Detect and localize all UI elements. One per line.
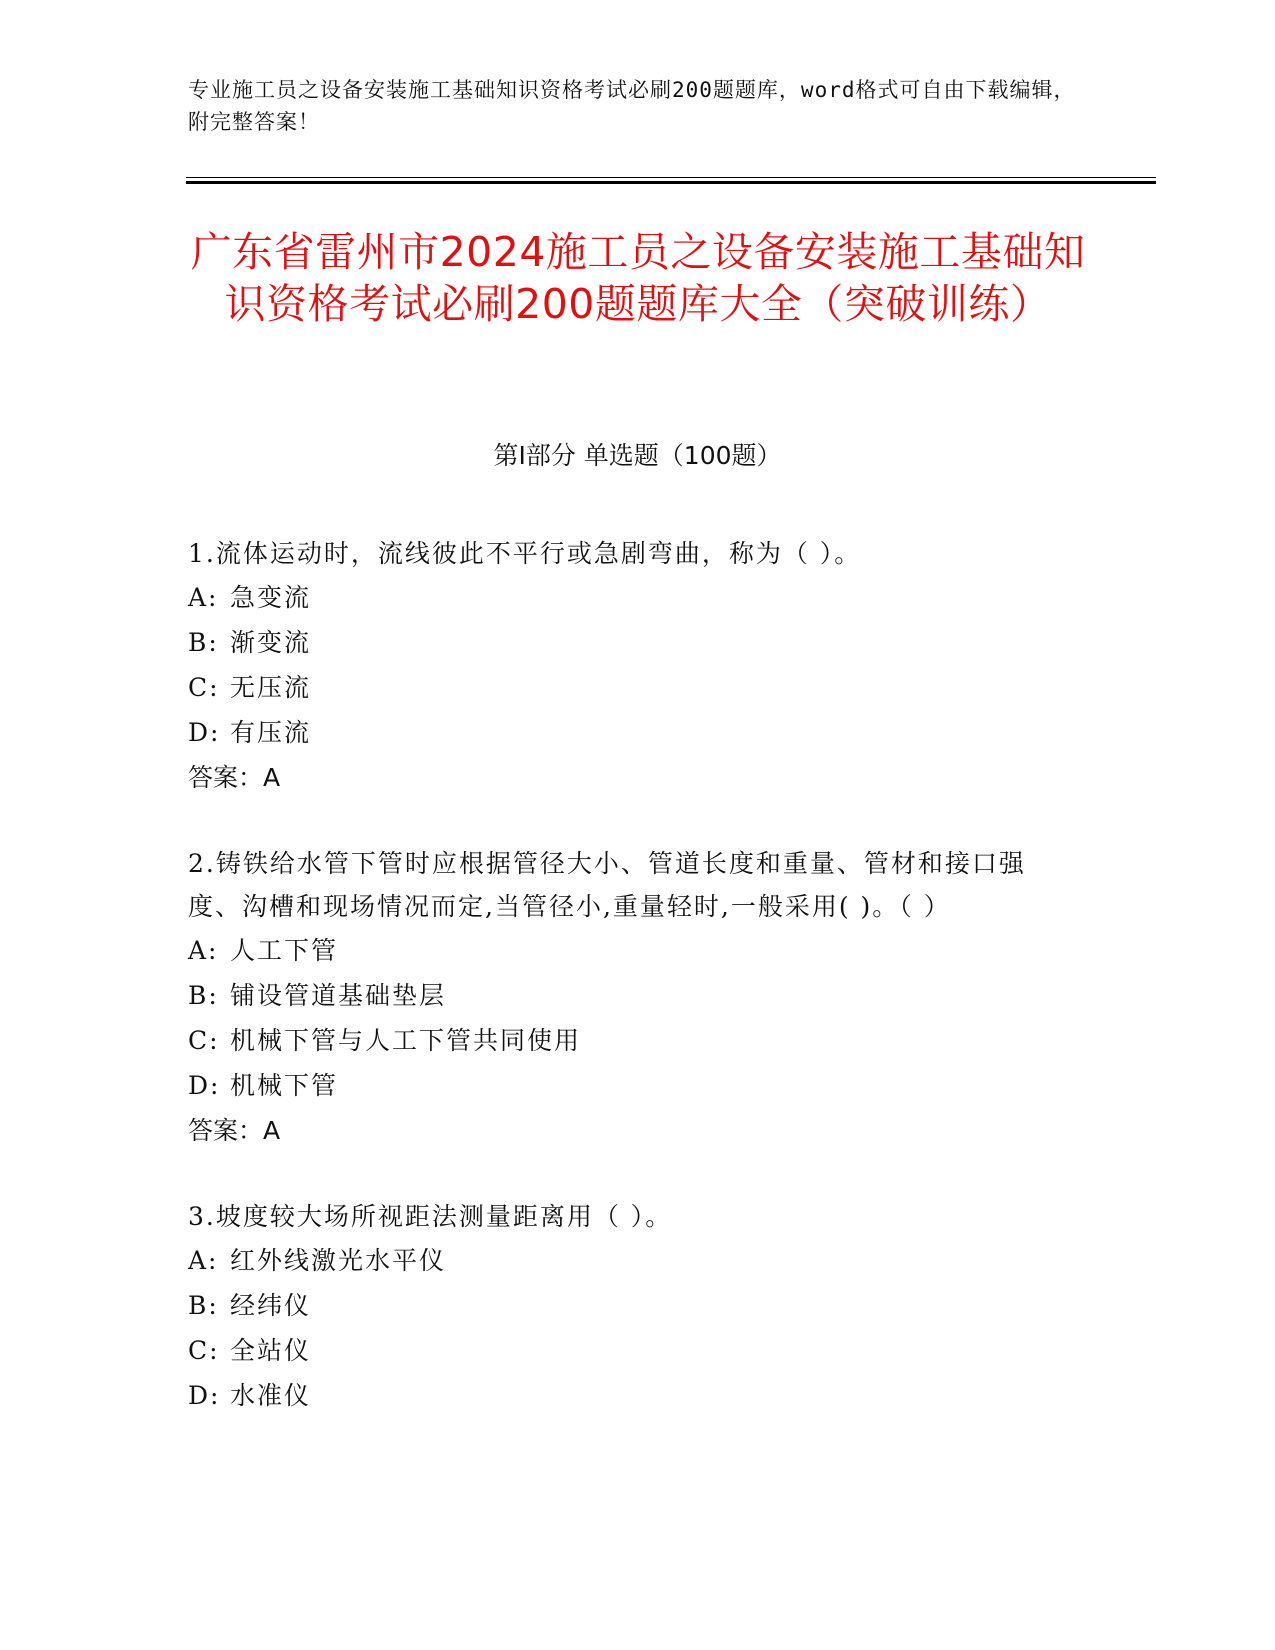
option-d xyxy=(188,1063,1068,1108)
option-text: 机械下管与人工下管共同使用 xyxy=(230,1026,582,1055)
document-title: 广东省雷州市2024施工员之设备安装施工基础知识资格考试必刷200题题库大全（突破训练） xyxy=(190,228,1086,328)
option-letter: D: xyxy=(188,1381,221,1410)
option-a xyxy=(188,928,1068,973)
question-text: 1.流体运动时，流线彼此不平行或急剧弯曲，称为（ ）。 xyxy=(188,539,862,568)
option-c xyxy=(188,665,1068,710)
option-text: 人工下管 xyxy=(230,936,339,965)
option-a xyxy=(188,575,1068,620)
option-text: 急变流 xyxy=(230,583,312,612)
question-text: 2.铸铁给水管下管时应根据管径大小、管道长度和重量、管材和接口强度、沟槽和现场情况而定,当管径小,重量轻时,一般采用( )。（ ） xyxy=(188,849,1026,921)
document-header: 专业施工员之设备安装施工基础知识资格考试必刷200题题库，word格式可自由下载编辑，附完整答案！ xyxy=(188,78,1076,134)
option-text: 全站仪 xyxy=(230,1336,312,1365)
answer-text: 答案：A xyxy=(188,1116,281,1145)
question-3 xyxy=(188,1195,1068,1418)
option-letter: B: xyxy=(188,981,219,1010)
option-letter: C: xyxy=(188,1336,220,1365)
option-letter: A: xyxy=(188,1246,219,1275)
question-2 xyxy=(188,842,1068,1153)
option-text: 经纬仪 xyxy=(230,1291,312,1320)
option-text: 水准仪 xyxy=(230,1381,312,1410)
option-letter: A: xyxy=(188,936,219,965)
option-letter: C: xyxy=(188,1026,220,1055)
option-b xyxy=(188,1283,1068,1328)
option-text: 无压流 xyxy=(230,673,312,702)
option-b xyxy=(188,620,1068,665)
option-text: 机械下管 xyxy=(230,1071,339,1100)
option-letter: B: xyxy=(188,1291,219,1320)
option-letter: C: xyxy=(188,673,220,702)
option-text: 有压流 xyxy=(230,718,312,747)
section-title: 第Ⅰ部分 单选题（100题） xyxy=(493,441,782,470)
header-divider-thick xyxy=(186,181,1156,184)
option-b xyxy=(188,973,1068,1018)
option-text: 铺设管道基础垫层 xyxy=(230,981,447,1010)
option-text: 渐变流 xyxy=(230,628,312,657)
option-a xyxy=(188,1238,1068,1283)
option-letter: A: xyxy=(188,583,219,612)
answer-text: 答案：A xyxy=(188,763,281,792)
header-divider-thin xyxy=(186,177,1156,178)
option-d xyxy=(188,710,1068,755)
question-list xyxy=(188,532,1068,1460)
option-d xyxy=(188,1373,1068,1418)
option-letter: D: xyxy=(188,1071,221,1100)
option-text: 红外线激光水平仪 xyxy=(230,1246,447,1275)
option-c xyxy=(188,1328,1068,1373)
option-c xyxy=(188,1018,1068,1063)
option-letter: B: xyxy=(188,628,219,657)
option-letter: D: xyxy=(188,718,221,747)
question-text: 3.坡度较大场所视距法测量距离用（ ）。 xyxy=(188,1202,673,1231)
question-1 xyxy=(188,532,1068,800)
